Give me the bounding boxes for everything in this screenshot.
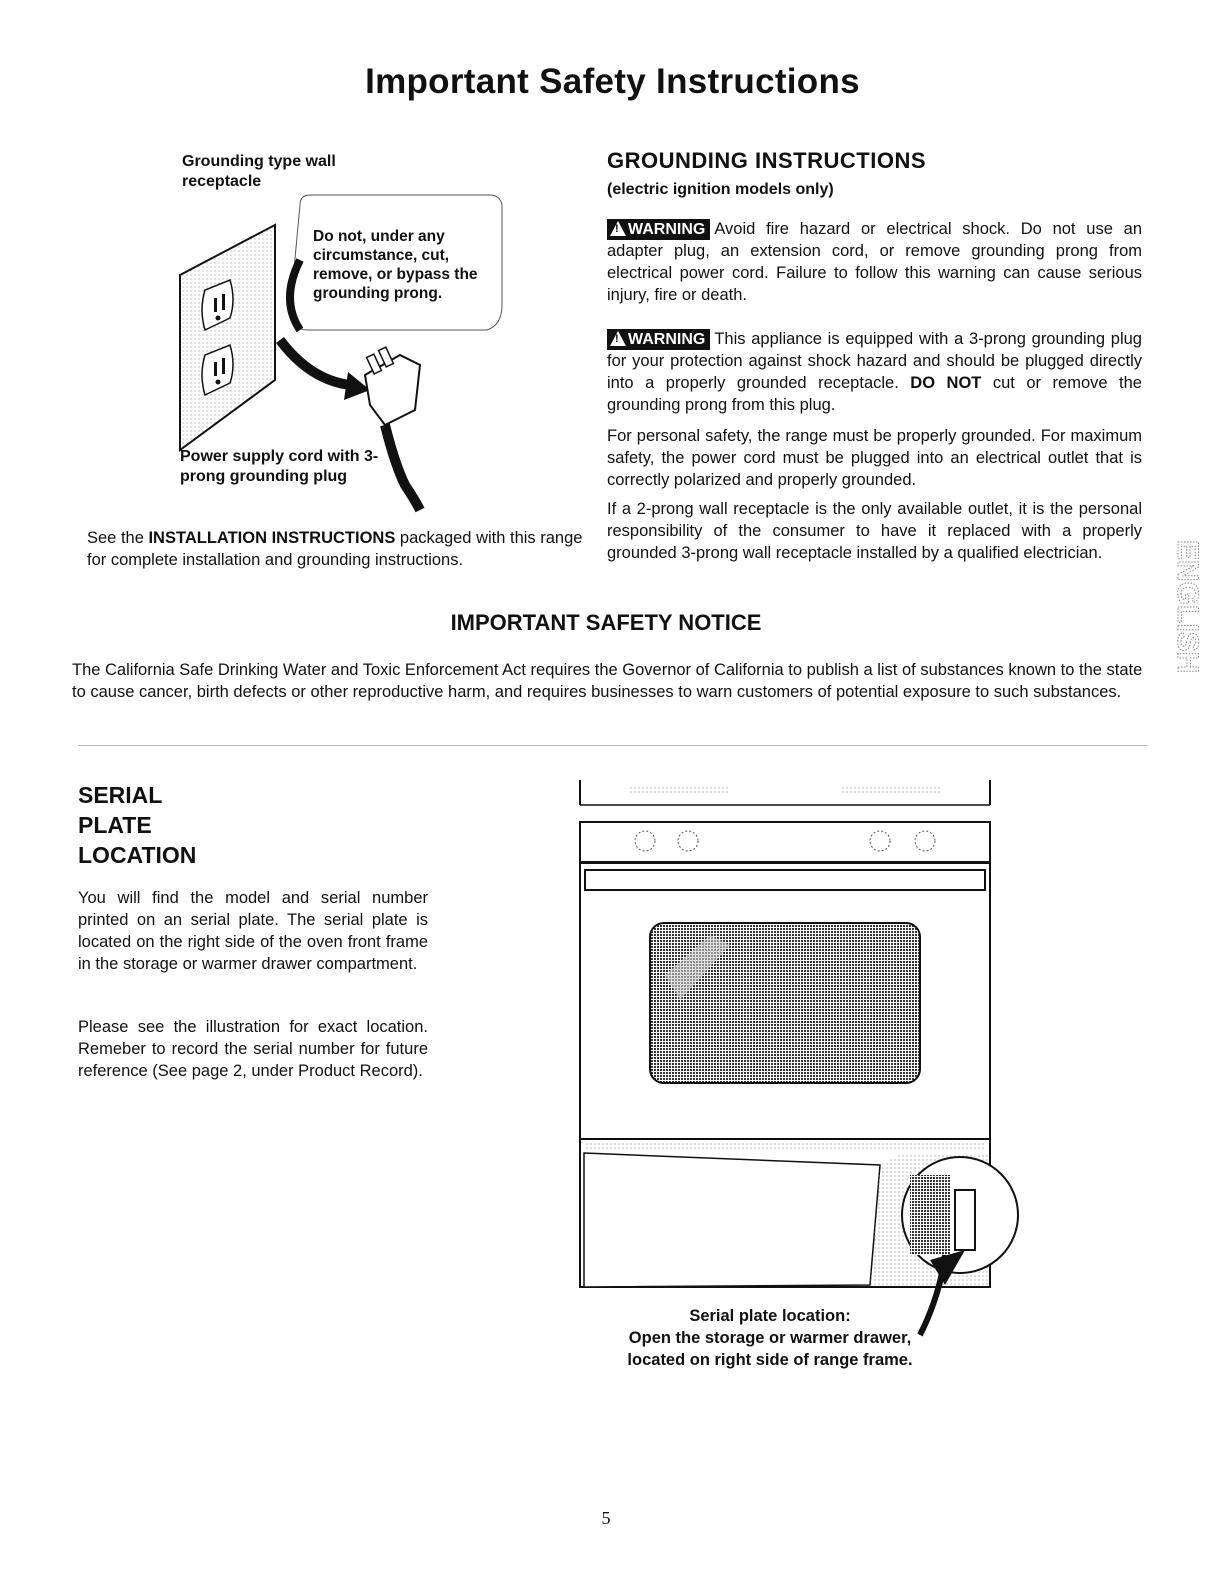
grounding-paragraph-3: For personal safety, the range must be properly grounded. For maximum safety, the power cord must be plugged into an electrical outlet that is correctly polarized and properly grounded. xyxy=(607,427,1142,489)
page-number: 5 xyxy=(601,1508,611,1528)
warning-badge xyxy=(607,329,710,350)
cord-label: Power supply cord with 3-prong grounding plug xyxy=(180,448,379,485)
knob xyxy=(915,831,935,851)
installation-note-suffix: packaged with this range for complete installation and grounding instructions. xyxy=(87,529,583,569)
caption-line: Open the storage or warmer drawer, xyxy=(628,1329,912,1347)
burner-grate xyxy=(840,787,940,795)
open-drawer-front xyxy=(584,1153,880,1287)
knob xyxy=(870,831,890,851)
notice-heading: IMPORTANT SAFETY NOTICE xyxy=(450,610,762,635)
english-side-text: ENGLISH xyxy=(1171,540,1204,674)
warning-1-text: Avoid fire hazard or electrical shock. Do not use an adapter plug, an extension cord, or remove grounding prong from electrical power cord. Failure to follow this warning can cause serious injury, fire or death. xyxy=(607,220,1142,304)
section-divider xyxy=(78,745,1148,746)
warning-badge-text: WARNING xyxy=(628,331,706,348)
oven-window xyxy=(650,923,920,1083)
receptacle-label: Grounding type wall receptacle xyxy=(182,153,336,190)
installation-note xyxy=(87,527,587,571)
grounding-heading: GROUNDING INSTRUCTIONS xyxy=(607,148,926,173)
warning-paragraph-2 xyxy=(607,328,1142,416)
oven-handle xyxy=(585,870,985,890)
serial-heading-line: SERIAL xyxy=(78,782,163,808)
serial-plate xyxy=(955,1190,975,1250)
grounding-subheading: (electric ignition models only) xyxy=(607,181,834,198)
warning-triangle-icon xyxy=(610,331,626,346)
warning-badge xyxy=(607,219,710,240)
range-caption xyxy=(560,1305,980,1371)
warning-2-text-b: cut or remove the grounding prong from this plug. xyxy=(607,374,1142,414)
warning-2-text-a: This appliance is equipped with a 3-prong grounding plug for your protection against shock hazard and should be plugged directly into a properly grounded receptacle. xyxy=(607,330,1142,392)
knob xyxy=(678,831,698,851)
warning-paragraph-1 xyxy=(607,218,1142,306)
caption-line: Serial plate location: xyxy=(689,1307,851,1325)
warning-badge-text: WARNING xyxy=(628,221,706,238)
do-not-bold: DO NOT xyxy=(910,374,982,392)
grounding-paragraph-4: If a 2-prong wall receptacle is the only available outlet, it is the personal responsibility of the consumer to have it replaced with a properly grounded 3-prong wall receptacle installed by a qualified electrician. xyxy=(607,500,1142,562)
serial-paragraph-1: You will find the model and serial number printed on an serial plate. The serial plate is located on the right side of the oven front frame in the storage or warmer drawer compartment. xyxy=(78,889,428,973)
burner-grate xyxy=(630,787,730,795)
warning-triangle-icon xyxy=(610,221,626,236)
installation-note-prefix: See the xyxy=(87,529,149,547)
serial-paragraph-2: Please see the illustration for exact location. Remeber to record the serial number for future reference (See page 2, under Product Record). xyxy=(78,1018,428,1080)
page-title: Important Safety Instructions xyxy=(365,62,860,101)
wall-plate xyxy=(180,225,275,450)
installation-instructions-bold: INSTALLATION INSTRUCTIONS xyxy=(148,529,396,547)
caption-line: located on right side of range frame. xyxy=(627,1351,913,1369)
knob xyxy=(635,831,655,851)
range-illustration xyxy=(570,775,1030,1315)
arrow xyxy=(280,340,350,385)
serial-heading-line: LOCATION xyxy=(78,842,197,868)
serial-heading xyxy=(78,780,278,870)
serial-heading-line: PLATE xyxy=(78,812,152,838)
callout-text: Do not, under any circumstance, cut, remove, or bypass the grounding prong. xyxy=(313,228,478,302)
notice-body: The California Safe Drinking Water and Toxic Enforcement Act requires the Governor of California to publish a list of substances known to the state to cause cancer, birth defects or other reproductive harm, and requires businesses to warn customers of potential exposure to such substances. xyxy=(72,661,1143,701)
